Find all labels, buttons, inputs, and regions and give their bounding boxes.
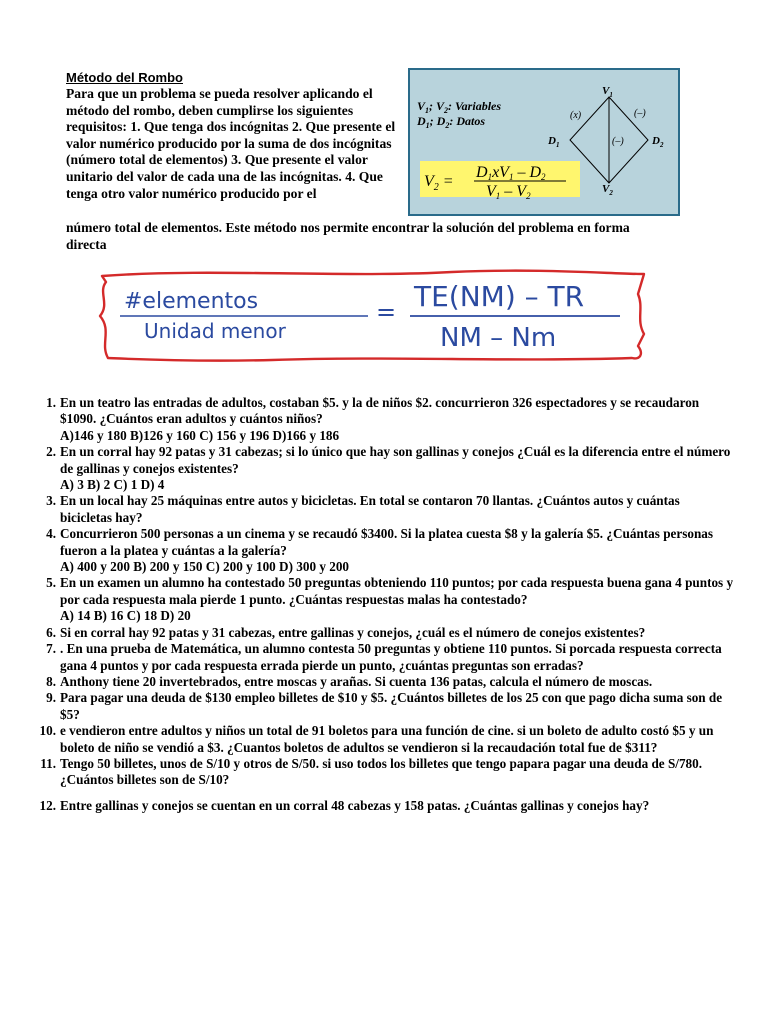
problem-options: A)146 y 180 B)126 y 160 C) 156 y 196 D)166 y 186 <box>60 427 340 443</box>
problem-item: 9. Para pagar una deuda de $130 empleo billetes de $10 y $5. ¿Cuántos billetes de los 25 con que pago dicha suma son de $5? <box>46 690 723 722</box>
problem-item: 6. Si en corral hay 92 patas y 31 cabezas, entre gallinas y conejos, ¿cuál es el número de conejos existentes? <box>46 624 646 640</box>
problem-item: 2. En un corral hay 92 patas y 31 cabezas; si lo único que hay son gallinas y conejos ¿Cuál es la diferencia entre el número de gallinas y conejos existentes? A) 3 B) 2 C) 1 D) 4 <box>34 444 734 493</box>
problem-list <box>34 395 734 814</box>
problem-item: 11. Tengo 50 billetes, unos de S/10 y otros de S/50. si uso todos los billetes que tengo papara pagar una deuda de S/780. ¿Cuántos billetes son de S/10? <box>40 755 703 788</box>
op-times: (x) <box>570 110 582 121</box>
rombo-svg <box>410 70 678 214</box>
legend-variables: $V_1$; $V_2$: Variables <box>417 99 502 115</box>
svg-text:V2 =: $V_2$ = <box>424 173 454 193</box>
banner-left-top: #elementos <box>124 289 259 314</box>
problem-item: 12. Entre gallinas y conejos se cuentan en un corral 48 cabezas y 158 patas. ¿Cuántas gallinas y conejos hay? <box>39 797 650 813</box>
svg-text:V1 – V2: V1 – V2 <box>486 183 531 201</box>
problem-options: A) 3 B) 2 C) 1 D) 4 <box>60 477 165 493</box>
svg-text:D1xV1 – D2: D1xV1 – D2 <box>476 164 546 182</box>
rombo-diagram <box>408 68 680 216</box>
op-minus-top: (–) <box>634 108 646 119</box>
banner-right-top: TE(NM) – TR <box>414 280 585 313</box>
label-v1: $V_1$ <box>602 85 613 99</box>
banner-left-bottom: Unidad menor <box>144 319 286 343</box>
label-d2: $D_2$ <box>652 135 664 149</box>
problem-item: 8. Anthony tiene 20 invertebrados, entre moscas y arañas. Si cuenta 136 patas, calcula el número de moscas. <box>46 673 653 689</box>
formula <box>424 164 566 201</box>
problem-options: A) 400 y 200 B) 200 y 150 C) 200 y 100 D) 300 y 200 <box>60 559 350 575</box>
problem-item: 7. . En una prueba de Matemática, un alumno contesta 50 preguntas y obtiene 110 puntos. Si porcada respuesta correcta gana 4 puntos y por cada respuesta errada pierde un punto, ¿cuántas preguntas son erradas? <box>46 641 722 673</box>
intro-paragraph: Para que un problema se pueda resolver aplicando el método del rombo, deben cumplirse los siguientes requisitos: 1. Que tenga dos incógnitas 2. Que presente el valor numérico producido por la suma de dos incógnitas (número total de elementos) 3. Que presente el valor unitario del valor de cada una de las incógnitas. 4. Que tenga otro valor numérico producido por el <box>66 86 396 201</box>
problem-options: A) 14 B) 16 C) 18 D) 20 <box>60 608 191 624</box>
problem-item: 1. En un teatro las entradas de adultos, costaban $5. y la de niños $2. concurrieron 326 espectadores y se recaudaron $1090. ¿Cuántos eran adultos y cuántos niños? A)146 y 180 B)126 y 160 C) 156 y 196 D)166 y 186 <box>34 395 734 444</box>
problem-item: 4. Concurrieron 500 personas a un cinema y se recaudó $3400. Si la platea cuesta $8 y la galería $5. ¿Cuántas personas fueron a la platea y cuántas a la galería? A) 400 y 200 B) 200 y 150 C) 200 y 100 D) 300 y 200 <box>34 526 734 575</box>
label-v2: $V_2$ <box>602 183 613 197</box>
banner-equals: = <box>376 298 397 326</box>
formula-banner <box>92 264 652 364</box>
problem-item: 3. En un local hay 25 máquinas entre autos y bicicletas. En total se contaron 70 llantas. ¿Cuántos autos y cuántas bicicletas hay? <box>46 493 680 525</box>
document-title: Método del Rombo <box>66 70 183 85</box>
label-d1: $D_1$ <box>548 135 560 149</box>
legend-datos: $D_1$; $D_2$: Datos <box>417 114 486 130</box>
problem-item: 5. En un examen un alumno ha contestado 50 preguntas obteniendo 110 puntos; por cada respuesta buena gana 4 puntos y por cada respuesta mala pierde 1 punto. ¿Cuántas respuestas malas ha contestado? A) 14 B) 16 C) 18 D) 20 <box>46 575 734 624</box>
problem-item: 10. e vendieron entre adultos y niños un total de 91 boletos para una función de cine. si un boleto de adulto costó $5 y un boleto de niño se vendió a $3. ¿Cuantos boletos de adultos se vendieron si la recaudación total fue de $311? <box>39 723 714 755</box>
intro-paragraph-continued: número total de elementos. Este método nos permite encontrar la solución del problema en forma directa <box>66 220 630 252</box>
banner-right-bottom: NM – Nm <box>440 323 557 353</box>
op-minus-mid: (–) <box>612 136 624 147</box>
